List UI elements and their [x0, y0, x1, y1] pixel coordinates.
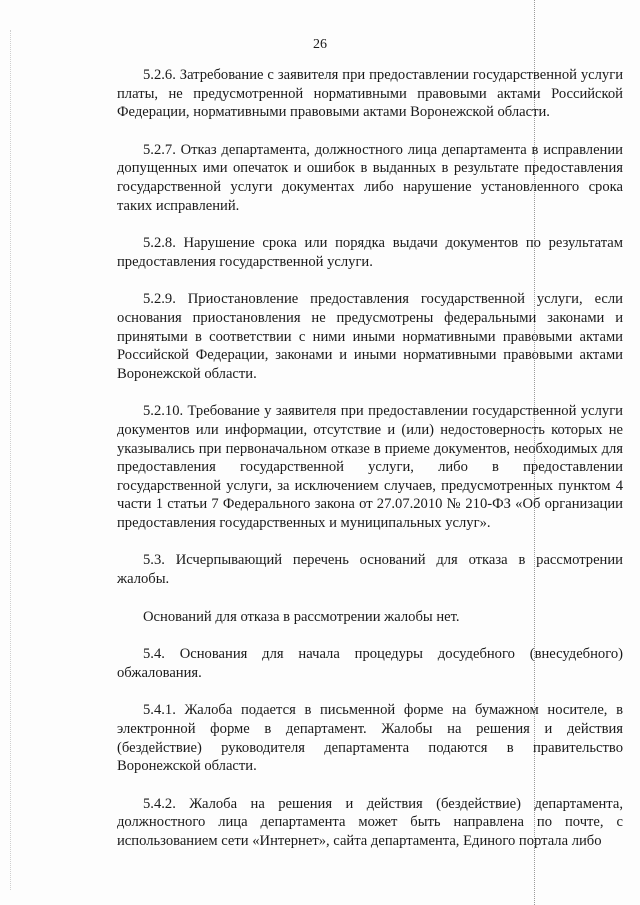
paragraph-5-2-9: 5.2.9. Приостановление предоставления государственной услуги, если основания приостановления не предусмотрены федеральными законами и принятыми в соответствии с ними иными нормативными правовыми актами Российской Федерации, законами и иными нормативными правовыми актами Воронежской области.: [117, 291, 623, 382]
scan-edge-left: [10, 30, 11, 890]
paragraph-5-4: 5.4. Основания для начала процедуры досудебного (внесудебного) обжалования.: [117, 646, 623, 681]
paragraph-no-grounds: Оснований для отказа в рассмотрении жалобы нет.: [143, 608, 460, 625]
paragraph-5-2-6: 5.2.6. Затребование с заявителя при предоставлении государственной услуги платы, не предусмотренной нормативными правовыми актами Российской Федерации, нормативными правовыми актами Воронежской области.: [117, 67, 623, 121]
paragraph-5-2-7: 5.2.7. Отказ департамента, должностного лица департамента в исправлении допущенных ими опечаток и ошибок в выданных в результате предоставления государственной услуги документах либо нарушение установленного срока таких исправлений.: [117, 141, 623, 214]
page-number: 26: [313, 37, 327, 52]
paragraph-5-3: 5.3. Исчерпывающий перечень оснований для отказа в рассмотрении жалобы.: [117, 552, 623, 588]
paragraph-5-2-8: 5.2.8. Нарушение срока или порядка выдачи документов по результатам предоставления государственной услуги.: [117, 235, 623, 270]
paragraph-5-4-1: 5.4.1. Жалоба подается в письменной форме на бумажном носителе, в электронной форме в департамент. Жалобы на решения и действия (бездействие) руководителя департамента подаются в правительство Воронежской области.: [117, 702, 623, 775]
paragraph-5-2-10: 5.2.10. Требование у заявителя при предоставлении государственной услуги документов или информации, отсутствие и (или) недостоверность которых не указывались при первоначальном отказе в приеме документов, необходимых для предоставления государственной услуги, либо в предоставлении государственной услуги, за исключением случаев, предусмотренных пунктом 4 части 1 статьи 7 Федерального закона от 27.07.2010 № 210-ФЗ «Об организации предоставления государственных и муниципальных услуг».: [117, 403, 623, 531]
document-body: [117, 66, 623, 870]
paragraph-5-4-2: 5.4.2. Жалоба на решения и действия (бездействие) департамента, должностного лица департамента может быть направлена по почте, с использованием сети «Интернет», сайта департамента, Единого портала либо: [117, 795, 623, 849]
